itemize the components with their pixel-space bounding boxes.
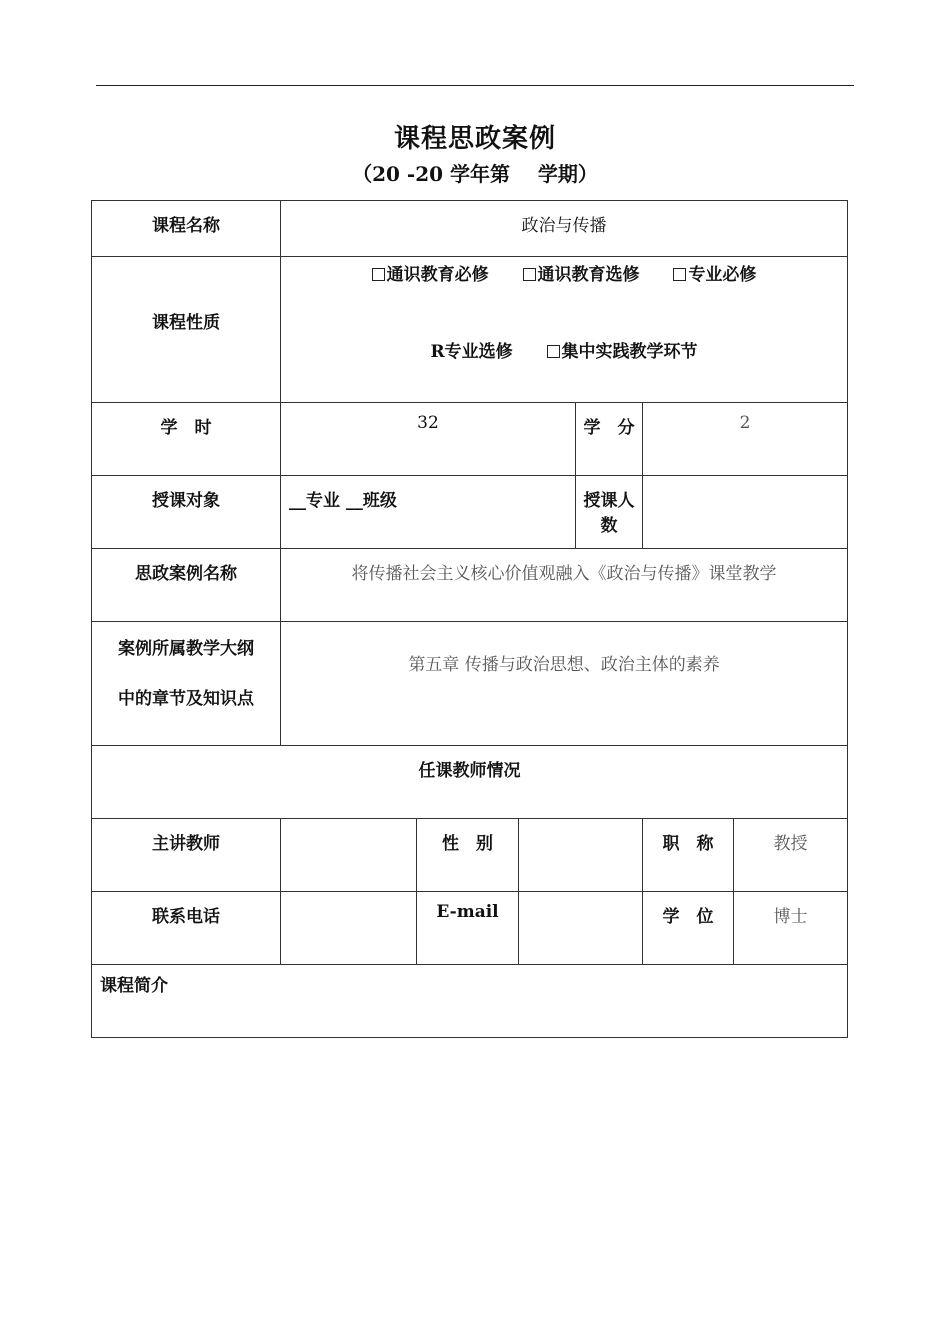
syllabus-label-line1: 案例所属教学大纲 [118,639,254,659]
syllabus-label [92,622,281,746]
case-name-label: 思政案例名称 [92,549,281,622]
degree-label: 学 位 [643,892,734,965]
case-name-value: 将传播社会主义核心价值观融入《政治与传播》课堂教学 [281,549,848,622]
course-intro-label: 课程简介 [92,965,848,1038]
course-nature-options [281,257,848,403]
checkbox-icon[interactable] [523,268,536,281]
document-subtitle: （20 -20 学年第 学期） [352,162,598,186]
document-title: 课程思政案例 [393,124,556,154]
class-size-label: 授课人数 [576,476,643,549]
class-size-value [643,476,848,549]
course-nature-label: 课程性质 [92,257,281,403]
syllabus-value: 第五章 传播与政治思想、政治主体的素养 [281,622,848,746]
degree-value: 博士 [734,892,848,965]
hours-label: 学 时 [92,403,281,476]
rank-label: 职 称 [643,819,734,892]
course-case-form [91,200,848,1038]
teacher-section-heading: 任课教师情况 [92,746,848,819]
phone-value [281,892,417,965]
option-general-required[interactable]: 通识教育必修 [372,260,489,285]
header-rule [96,85,854,86]
audience-label: 授课对象 [92,476,281,549]
rank-value: 教授 [734,819,848,892]
audience-value: __专业 __班级 [281,476,576,549]
phone-label: 联系电话 [92,892,281,965]
option-major-required[interactable]: 专业必修 [673,260,756,285]
gender-value [519,819,643,892]
course-nature-row1 [281,260,847,285]
checkbox-icon[interactable] [547,345,560,358]
gender-label: 性 别 [417,819,519,892]
syllabus-label-line2: 中的章节及知识点 [118,689,254,709]
email-value [519,892,643,965]
option-general-elective[interactable]: 通识教育选修 [523,260,640,285]
course-name-value: 政治与传播 [281,201,848,257]
hours-value: 32 [281,403,576,476]
credits-value: 2 [643,403,848,476]
course-name-label: 课程名称 [92,201,281,257]
option-practice[interactable]: 集中实践教学环节 [547,337,698,362]
option-major-elective[interactable]: R专业选修 [430,342,513,362]
email-label: E-mail [417,892,519,965]
lead-teacher-label: 主讲教师 [92,819,281,892]
checkbox-icon[interactable] [673,268,686,281]
checkbox-icon[interactable] [372,268,385,281]
lead-teacher-value [281,819,417,892]
credits-label: 学 分 [576,403,643,476]
course-nature-row2 [281,337,847,362]
checked-mark-icon: R [430,342,445,362]
